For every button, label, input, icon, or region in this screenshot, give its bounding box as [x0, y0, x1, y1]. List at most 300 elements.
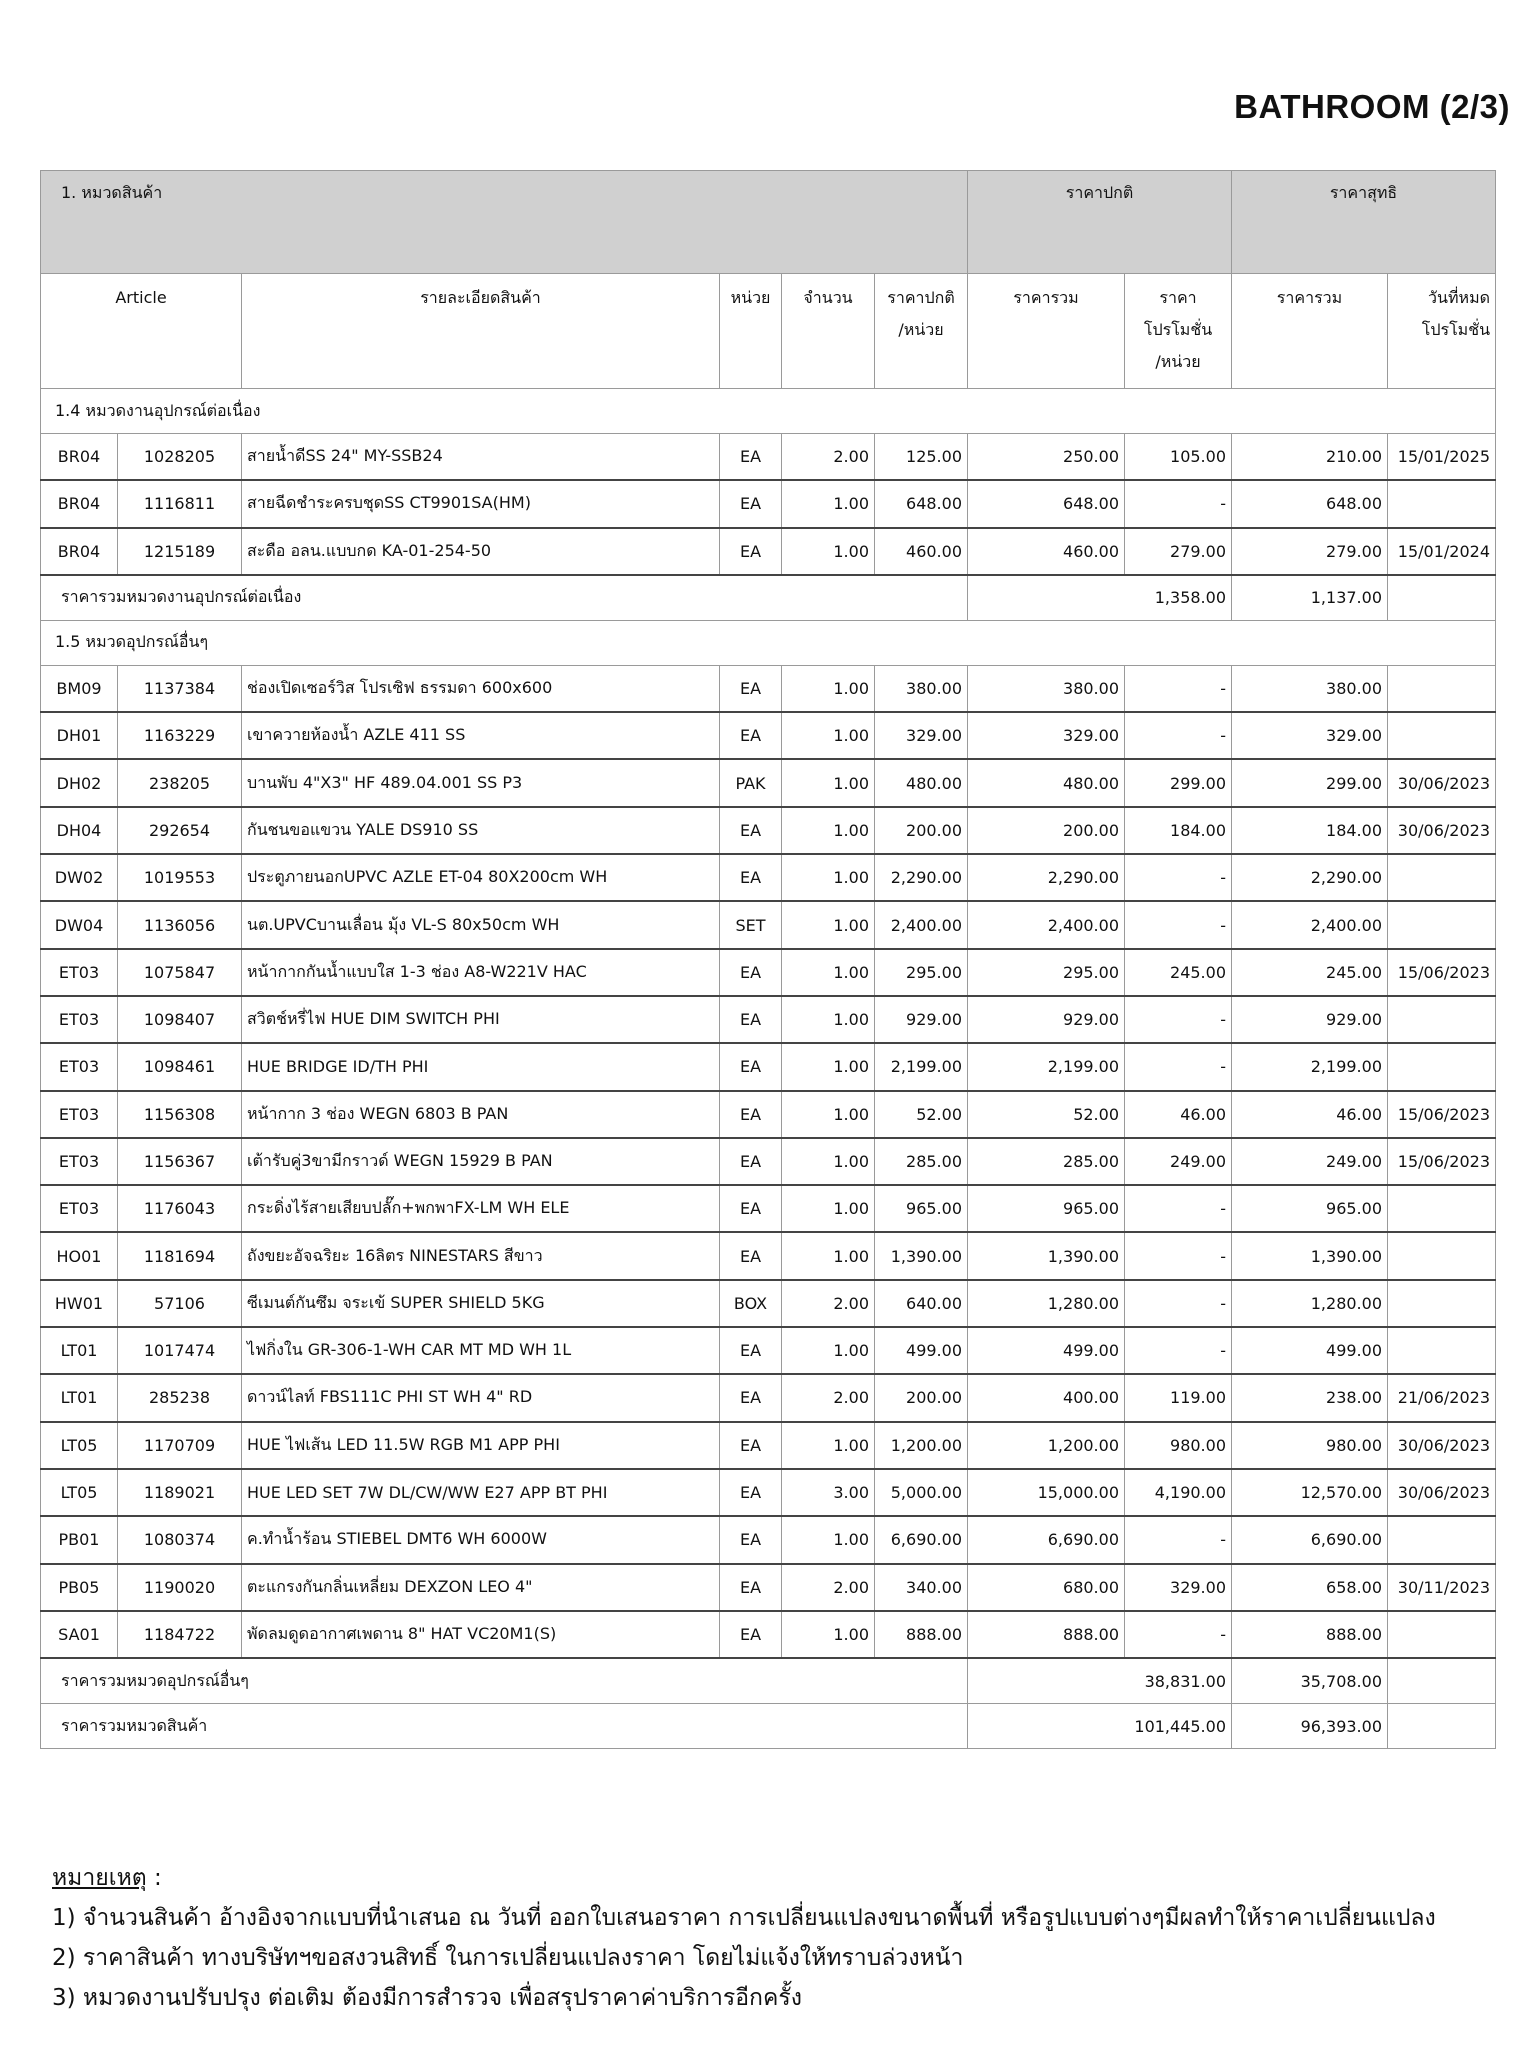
cell-promo-end [1388, 1327, 1496, 1374]
cell-detail: ประตูภายนอกUPVC AZLE ET-04 80X200cm WH [242, 854, 720, 901]
cell-total: 480.00 [968, 759, 1125, 806]
col-qty: จำนวน [782, 274, 875, 389]
cell-price: 648.00 [875, 480, 968, 527]
cell-article: 57106 [118, 1280, 242, 1327]
category-header: 1. หมวดสินค้า [41, 171, 968, 274]
subtotal-total: 38,831.00 [968, 1658, 1232, 1704]
cell-unit: EA [720, 1232, 782, 1279]
cell-net: 238.00 [1232, 1374, 1388, 1421]
note-item: 1) จำนวนสินค้า อ้างอิงจากแบบที่นำเสนอ ณ วันที่ ออกใบเสนอราคา การเปลี่ยนแปลงขนาดพื้นที่ หรือรูปแบบต่างๆมีผลทำให้ราคาเปลี่ยนแปลง [52, 1905, 1436, 1931]
cell-qty: 1.00 [782, 1232, 875, 1279]
cell-net: 380.00 [1232, 665, 1388, 712]
cell-promo-end [1388, 480, 1496, 527]
table-row [41, 434, 1496, 481]
cell-code: PB05 [41, 1564, 118, 1611]
cell-article: 1189021 [118, 1469, 242, 1516]
cell-net: 279.00 [1232, 528, 1388, 575]
section-title-row [41, 620, 1496, 665]
table-row [41, 712, 1496, 759]
cell-total: 6,690.00 [968, 1516, 1125, 1563]
cell-total: 680.00 [968, 1564, 1125, 1611]
cell-detail: ตะแกรงกันกลิ่นเหลี่ยม DEXZON LEO 4" [242, 1564, 720, 1611]
cell-article: 1170709 [118, 1422, 242, 1469]
cell-net: 648.00 [1232, 480, 1388, 527]
cell-net: 299.00 [1232, 759, 1388, 806]
cell-promo: 4,190.00 [1125, 1469, 1232, 1516]
cell-article: 238205 [118, 759, 242, 806]
cell-total: 1,200.00 [968, 1422, 1125, 1469]
cell-qty: 1.00 [782, 901, 875, 948]
cell-code: ET03 [41, 996, 118, 1043]
cell-promo: - [1125, 1280, 1232, 1327]
category-header-row [41, 171, 1496, 274]
cell-qty: 1.00 [782, 712, 875, 759]
table-row [41, 807, 1496, 854]
cell-net: 965.00 [1232, 1185, 1388, 1232]
cell-promo: 184.00 [1125, 807, 1232, 854]
cell-promo: 279.00 [1125, 528, 1232, 575]
cell-net: 888.00 [1232, 1611, 1388, 1658]
cell-unit: EA [720, 1327, 782, 1374]
column-header-row [41, 274, 1496, 389]
cell-detail: HUE BRIDGE ID/TH PHI [242, 1043, 720, 1090]
cell-net: 1,390.00 [1232, 1232, 1388, 1279]
cell-unit: PAK [720, 759, 782, 806]
quotation-table [40, 170, 1496, 1749]
cell-code: ET03 [41, 949, 118, 996]
cell-total: 929.00 [968, 996, 1125, 1043]
table-row [41, 1280, 1496, 1327]
cell-total: 1,390.00 [968, 1232, 1125, 1279]
cell-article: 1116811 [118, 480, 242, 527]
cell-net: 329.00 [1232, 712, 1388, 759]
cell-promo-end [1388, 1611, 1496, 1658]
cell-promo: - [1125, 1327, 1232, 1374]
cell-net: 245.00 [1232, 949, 1388, 996]
table-row [41, 528, 1496, 575]
cell-article: 1176043 [118, 1185, 242, 1232]
cell-qty: 1.00 [782, 759, 875, 806]
cell-unit: BOX [720, 1280, 782, 1327]
cell-unit: EA [720, 807, 782, 854]
cell-detail: ไฟกิ่งใน GR-306-1-WH CAR MT MD WH 1L [242, 1327, 720, 1374]
page-title: BATHROOM (2/3) [1234, 88, 1510, 125]
cell-article: 1215189 [118, 528, 242, 575]
cell-promo-end: 30/11/2023 [1388, 1564, 1496, 1611]
cell-promo-end [1388, 712, 1496, 759]
cell-code: DW04 [41, 901, 118, 948]
cell-code: LT05 [41, 1422, 118, 1469]
section-title: 1.4 หมวดงานอุปกรณ์ต่อเนื่อง [41, 389, 1496, 434]
cell-detail: ช่องเปิดเซอร์วิส โปรเซิฟ ธรรมดา 600x600 [242, 665, 720, 712]
table-row [41, 1516, 1496, 1563]
cell-price: 2,290.00 [875, 854, 968, 901]
cell-total: 250.00 [968, 434, 1125, 481]
cell-promo-end [1388, 665, 1496, 712]
cell-price: 200.00 [875, 1374, 968, 1421]
cell-qty: 3.00 [782, 1469, 875, 1516]
cell-qty: 1.00 [782, 854, 875, 901]
cell-qty: 1.00 [782, 665, 875, 712]
cell-article: 285238 [118, 1374, 242, 1421]
cell-unit: EA [720, 1043, 782, 1090]
cell-code: LT01 [41, 1374, 118, 1421]
cell-unit: EA [720, 949, 782, 996]
cell-code: BM09 [41, 665, 118, 712]
grand-total-empty [1388, 1704, 1496, 1749]
cell-total: 499.00 [968, 1327, 1125, 1374]
section-subtotal-row [41, 575, 1496, 621]
cell-net: 6,690.00 [1232, 1516, 1388, 1563]
col-detail: รายละเอียดสินค้า [242, 274, 720, 389]
cell-net: 980.00 [1232, 1422, 1388, 1469]
cell-qty: 1.00 [782, 1516, 875, 1563]
table-row [41, 480, 1496, 527]
cell-promo: 105.00 [1125, 434, 1232, 481]
cell-price: 200.00 [875, 807, 968, 854]
cell-price: 340.00 [875, 1564, 968, 1611]
cell-net: 249.00 [1232, 1138, 1388, 1185]
section-title-row [41, 389, 1496, 434]
cell-total: 400.00 [968, 1374, 1125, 1421]
cell-price: 1,390.00 [875, 1232, 968, 1279]
cell-promo-end: 21/06/2023 [1388, 1374, 1496, 1421]
cell-qty: 1.00 [782, 1327, 875, 1374]
table-row [41, 1043, 1496, 1090]
cell-promo: 46.00 [1125, 1091, 1232, 1138]
cell-price: 295.00 [875, 949, 968, 996]
cell-unit: EA [720, 1374, 782, 1421]
cell-code: HW01 [41, 1280, 118, 1327]
cell-total: 460.00 [968, 528, 1125, 575]
cell-code: HO01 [41, 1232, 118, 1279]
cell-detail: ดาวน์ไลท์ FBS111C PHI ST WH 4" RD [242, 1374, 720, 1421]
cell-article: 1163229 [118, 712, 242, 759]
cell-detail: สายฉีดชำระครบชุดSS CT9901SA(HM) [242, 480, 720, 527]
cell-total: 2,400.00 [968, 901, 1125, 948]
cell-promo-end [1388, 1280, 1496, 1327]
cell-total: 15,000.00 [968, 1469, 1125, 1516]
cell-qty: 1.00 [782, 807, 875, 854]
cell-price: 480.00 [875, 759, 968, 806]
cell-article: 1098407 [118, 996, 242, 1043]
cell-net: 184.00 [1232, 807, 1388, 854]
cell-unit: EA [720, 1469, 782, 1516]
cell-code: LT01 [41, 1327, 118, 1374]
cell-promo-end: 15/06/2023 [1388, 949, 1496, 996]
cell-article: 1190020 [118, 1564, 242, 1611]
cell-price: 125.00 [875, 434, 968, 481]
cell-detail: หน้ากากกันน้ำแบบใส 1-3 ช่อง A8-W221V HAC [242, 949, 720, 996]
col-article: Article [41, 274, 242, 389]
cell-code: ET03 [41, 1091, 118, 1138]
cell-promo: - [1125, 1043, 1232, 1090]
cell-qty: 1.00 [782, 1043, 875, 1090]
cell-unit: EA [720, 434, 782, 481]
cell-price: 6,690.00 [875, 1516, 968, 1563]
cell-detail: เขาควายห้องน้ำ AZLE 411 SS [242, 712, 720, 759]
cell-article: 1156367 [118, 1138, 242, 1185]
cell-unit: EA [720, 1422, 782, 1469]
cell-article: 1075847 [118, 949, 242, 996]
cell-promo: - [1125, 1611, 1232, 1658]
cell-price: 929.00 [875, 996, 968, 1043]
table-row [41, 1564, 1496, 1611]
cell-qty: 1.00 [782, 996, 875, 1043]
cell-price: 329.00 [875, 712, 968, 759]
table-row [41, 1374, 1496, 1421]
cell-net: 658.00 [1232, 1564, 1388, 1611]
cell-detail: กันชนขอแขวน YALE DS910 SS [242, 807, 720, 854]
table-row [41, 901, 1496, 948]
cell-price: 965.00 [875, 1185, 968, 1232]
cell-qty: 1.00 [782, 1611, 875, 1658]
grand-total-label: ราคารวมหมวดสินค้า [41, 1704, 968, 1749]
subtotal-empty [1388, 1658, 1496, 1704]
cell-unit: EA [720, 1516, 782, 1563]
cell-unit: EA [720, 1091, 782, 1138]
cell-qty: 2.00 [782, 1280, 875, 1327]
table-row [41, 1611, 1496, 1658]
grand-total-total: 101,445.00 [968, 1704, 1232, 1749]
cell-promo-end: 30/06/2023 [1388, 1469, 1496, 1516]
cell-promo: 299.00 [1125, 759, 1232, 806]
cell-unit: EA [720, 1185, 782, 1232]
cell-promo-end [1388, 996, 1496, 1043]
cell-detail: ค.ทำน้ำร้อน STIEBEL DMT6 WH 6000W [242, 1516, 720, 1563]
subtotal-empty [1388, 575, 1496, 621]
grand-total-net: 96,393.00 [1232, 1704, 1388, 1749]
cell-promo-end [1388, 1043, 1496, 1090]
cell-promo: - [1125, 480, 1232, 527]
cell-total: 2,290.00 [968, 854, 1125, 901]
cell-price: 640.00 [875, 1280, 968, 1327]
cell-promo: 329.00 [1125, 1564, 1232, 1611]
normal-price-header: ราคาปกติ [968, 171, 1232, 274]
cell-price: 1,200.00 [875, 1422, 968, 1469]
cell-total: 648.00 [968, 480, 1125, 527]
cell-unit: EA [720, 1611, 782, 1658]
cell-promo-end: 15/06/2023 [1388, 1091, 1496, 1138]
notes-colon: : [146, 1865, 162, 1891]
table-row [41, 1232, 1496, 1279]
cell-promo: - [1125, 1516, 1232, 1563]
table-row [41, 1185, 1496, 1232]
notes [52, 1858, 1436, 2018]
table-row [41, 996, 1496, 1043]
cell-promo: - [1125, 901, 1232, 948]
cell-qty: 2.00 [782, 1564, 875, 1611]
cell-detail: สะดือ อลน.แบบกด KA-01-254-50 [242, 528, 720, 575]
cell-promo-end [1388, 1185, 1496, 1232]
cell-promo-end [1388, 901, 1496, 948]
cell-detail: สวิตช์หรี่ไฟ HUE DIM SWITCH PHI [242, 996, 720, 1043]
cell-net: 1,280.00 [1232, 1280, 1388, 1327]
notes-title: หมายเหตุ [52, 1865, 147, 1891]
cell-article: 1019553 [118, 854, 242, 901]
cell-price: 499.00 [875, 1327, 968, 1374]
cell-net: 499.00 [1232, 1327, 1388, 1374]
cell-article: 1184722 [118, 1611, 242, 1658]
net-price-header: ราคาสุทธิ [1232, 171, 1496, 274]
cell-promo: - [1125, 665, 1232, 712]
table-row [41, 665, 1496, 712]
cell-detail: ซีเมนต์กันซึม จระเข้ SUPER SHIELD 5KG [242, 1280, 720, 1327]
cell-article: 1080374 [118, 1516, 242, 1563]
cell-detail: ถังขยะอัจฉริยะ 16ลิตร NINESTARS สีขาว [242, 1232, 720, 1279]
table-row [41, 1469, 1496, 1516]
grand-total-row [41, 1704, 1496, 1749]
cell-code: SA01 [41, 1611, 118, 1658]
cell-net: 210.00 [1232, 434, 1388, 481]
cell-promo: 119.00 [1125, 1374, 1232, 1421]
cell-unit: EA [720, 528, 782, 575]
cell-promo-end [1388, 1516, 1496, 1563]
table-row [41, 1422, 1496, 1469]
cell-net: 2,290.00 [1232, 854, 1388, 901]
cell-price: 460.00 [875, 528, 968, 575]
col-promo: ราคา โปรโมชั่น /หน่วย [1125, 274, 1232, 389]
cell-qty: 1.00 [782, 528, 875, 575]
cell-qty: 2.00 [782, 1374, 875, 1421]
cell-code: PB01 [41, 1516, 118, 1563]
cell-detail: กระดิ่งไร้สายเสียบปลั๊ก+พกพาFX-LM WH ELE [242, 1185, 720, 1232]
cell-total: 285.00 [968, 1138, 1125, 1185]
cell-detail: เต้ารับคู่3ขามีกราวด์ WEGN 15929 B PAN [242, 1138, 720, 1185]
cell-qty: 1.00 [782, 1091, 875, 1138]
cell-promo: - [1125, 1185, 1232, 1232]
cell-unit: EA [720, 712, 782, 759]
cell-unit: EA [720, 854, 782, 901]
cell-promo: - [1125, 712, 1232, 759]
cell-article: 1136056 [118, 901, 242, 948]
table-row [41, 1138, 1496, 1185]
cell-detail: พัดลมดูดอากาศเพดาน 8" HAT VC20M1(S) [242, 1611, 720, 1658]
table-row [41, 759, 1496, 806]
cell-detail: สายน้ำดีSS 24" MY-SSB24 [242, 434, 720, 481]
cell-qty: 1.00 [782, 1138, 875, 1185]
cell-code: DH01 [41, 712, 118, 759]
cell-code: DH04 [41, 807, 118, 854]
cell-promo-end: 30/06/2023 [1388, 807, 1496, 854]
col-promo-end: วันที่หมด โปรโมชั่น [1388, 274, 1496, 389]
cell-code: DH02 [41, 759, 118, 806]
cell-detail: HUE ไฟเส้น LED 11.5W RGB M1 APP PHI [242, 1422, 720, 1469]
col-unit: หน่วย [720, 274, 782, 389]
cell-promo: - [1125, 854, 1232, 901]
section-subtotal-row [41, 1658, 1496, 1704]
table-row [41, 1091, 1496, 1138]
col-total: ราคารวม [968, 274, 1125, 389]
cell-qty: 1.00 [782, 1185, 875, 1232]
cell-net: 2,400.00 [1232, 901, 1388, 948]
cell-code: ET03 [41, 1043, 118, 1090]
cell-net: 46.00 [1232, 1091, 1388, 1138]
cell-promo: 245.00 [1125, 949, 1232, 996]
cell-price: 380.00 [875, 665, 968, 712]
cell-article: 1017474 [118, 1327, 242, 1374]
cell-price: 2,400.00 [875, 901, 968, 948]
cell-detail: หน้ากาก 3 ช่อง WEGN 6803 B PAN [242, 1091, 720, 1138]
subtotal-total: 1,358.00 [968, 575, 1232, 621]
cell-promo-end: 15/01/2024 [1388, 528, 1496, 575]
subtotal-label: ราคารวมหมวดอุปกรณ์อื่นๆ [41, 1658, 968, 1704]
cell-promo-end [1388, 854, 1496, 901]
subtotal-net: 35,708.00 [1232, 1658, 1388, 1704]
cell-price: 52.00 [875, 1091, 968, 1138]
cell-total: 965.00 [968, 1185, 1125, 1232]
cell-code: BR04 [41, 434, 118, 481]
cell-qty: 1.00 [782, 949, 875, 996]
cell-price: 888.00 [875, 1611, 968, 1658]
cell-code: BR04 [41, 480, 118, 527]
cell-detail: นต.UPVCบานเลื่อน มุ้ง VL-S 80x50cm WH [242, 901, 720, 948]
section-title: 1.5 หมวดอุปกรณ์อื่นๆ [41, 620, 1496, 665]
table-row [41, 1327, 1496, 1374]
cell-unit: EA [720, 1138, 782, 1185]
cell-net: 2,199.00 [1232, 1043, 1388, 1090]
cell-code: ET03 [41, 1138, 118, 1185]
cell-net: 12,570.00 [1232, 1469, 1388, 1516]
cell-promo-end: 30/06/2023 [1388, 759, 1496, 806]
cell-article: 1098461 [118, 1043, 242, 1090]
cell-total: 200.00 [968, 807, 1125, 854]
cell-promo: - [1125, 996, 1232, 1043]
cell-total: 295.00 [968, 949, 1125, 996]
cell-promo-end: 15/01/2025 [1388, 434, 1496, 481]
cell-price: 285.00 [875, 1138, 968, 1185]
cell-unit: EA [720, 1564, 782, 1611]
cell-unit: EA [720, 996, 782, 1043]
note-item: 3) หมวดงานปรับปรุง ต่อเติม ต้องมีการสำรวจ เพื่อสรุปราคาค่าบริการอีกครั้ง [52, 1985, 802, 2011]
cell-promo-end: 15/06/2023 [1388, 1138, 1496, 1185]
cell-article: 1181694 [118, 1232, 242, 1279]
cell-unit: SET [720, 901, 782, 948]
table-row [41, 949, 1496, 996]
cell-article: 1156308 [118, 1091, 242, 1138]
cell-qty: 1.00 [782, 1422, 875, 1469]
cell-qty: 2.00 [782, 434, 875, 481]
cell-promo: 980.00 [1125, 1422, 1232, 1469]
col-price-unit: ราคาปกติ /หน่วย [875, 274, 968, 389]
cell-article: 1137384 [118, 665, 242, 712]
cell-total: 888.00 [968, 1611, 1125, 1658]
cell-detail: HUE LED SET 7W DL/CW/WW E27 APP BT PHI [242, 1469, 720, 1516]
cell-total: 52.00 [968, 1091, 1125, 1138]
cell-promo: 249.00 [1125, 1138, 1232, 1185]
cell-total: 329.00 [968, 712, 1125, 759]
cell-article: 292654 [118, 807, 242, 854]
cell-net: 929.00 [1232, 996, 1388, 1043]
cell-promo-end [1388, 1232, 1496, 1279]
cell-total: 1,280.00 [968, 1280, 1125, 1327]
col-net-total: ราคารวม [1232, 274, 1388, 389]
cell-price: 5,000.00 [875, 1469, 968, 1516]
cell-article: 1028205 [118, 434, 242, 481]
cell-detail: บานพับ 4"X3" HF 489.04.001 SS P3 [242, 759, 720, 806]
cell-promo-end: 30/06/2023 [1388, 1422, 1496, 1469]
cell-code: ET03 [41, 1185, 118, 1232]
cell-code: LT05 [41, 1469, 118, 1516]
cell-code: BR04 [41, 528, 118, 575]
subtotal-net: 1,137.00 [1232, 575, 1388, 621]
note-item: 2) ราคาสินค้า ทางบริษัทฯขอสงวนสิทธิ์ ในการเปลี่ยนแปลงราคา โดยไม่แจ้งให้ทราบล่วงหน้า [52, 1945, 964, 1971]
cell-unit: EA [720, 665, 782, 712]
subtotal-label: ราคารวมหมวดงานอุปกรณ์ต่อเนื่อง [41, 575, 968, 621]
cell-promo: - [1125, 1232, 1232, 1279]
cell-qty: 1.00 [782, 480, 875, 527]
cell-total: 2,199.00 [968, 1043, 1125, 1090]
